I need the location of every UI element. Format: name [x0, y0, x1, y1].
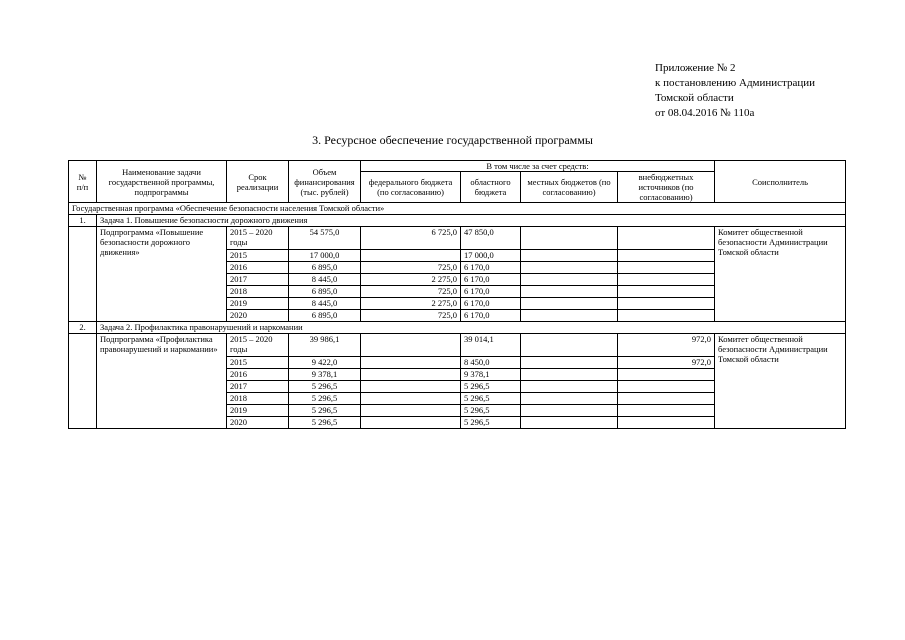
cell-volume: 8 445,0 — [289, 274, 361, 286]
cell-local — [521, 262, 618, 274]
cell-regional: 6 170,0 — [461, 262, 521, 274]
cell-federal — [361, 369, 461, 381]
task1-rows — [69, 227, 846, 322]
cell-volume: 5 296,5 — [289, 393, 361, 405]
cell-local — [521, 310, 618, 322]
cell-volume: 6 895,0 — [289, 286, 361, 298]
header-volume: Объем финансирования (тыс. рублей) — [289, 161, 361, 203]
cell-volume: 8 445,0 — [289, 298, 361, 310]
cell-federal: 2 275,0 — [361, 274, 461, 286]
header-term: Срок реализации — [227, 161, 289, 203]
cell-local — [521, 274, 618, 286]
cell-volume: 5 296,5 — [289, 381, 361, 393]
cell-volume: 17 000,0 — [289, 250, 361, 262]
cell-federal: 725,0 — [361, 262, 461, 274]
executor-cell: Комитет общественной безопасности Администрации Томской области — [715, 227, 846, 322]
cell-term: 2018 — [227, 393, 289, 405]
cell-volume: 6 895,0 — [289, 310, 361, 322]
cell-local — [521, 250, 618, 262]
cell-term: 2015 – 2020 годы — [227, 227, 289, 250]
cell-extra — [618, 369, 715, 381]
cell-regional: 5 296,5 — [461, 393, 521, 405]
cell-federal: 2 275,0 — [361, 298, 461, 310]
cell-extra — [618, 405, 715, 417]
document-title: 3. Ресурсное обеспечение государственной программы — [312, 133, 593, 147]
cell-volume: 39 986,1 — [289, 334, 361, 357]
table-row — [69, 334, 846, 357]
row-num-cell — [69, 334, 97, 429]
cell-local — [521, 405, 618, 417]
cell-federal — [361, 405, 461, 417]
appendix-line-1: Приложение № 2 — [655, 62, 736, 74]
cell-extra — [618, 227, 715, 250]
cell-extra — [618, 286, 715, 298]
task1-num: 1. — [69, 215, 97, 227]
cell-term: 2020 — [227, 417, 289, 429]
cell-term: 2016 — [227, 262, 289, 274]
executor-cell: Комитет общественной безопасности Администрации Томской области — [715, 334, 846, 429]
cell-term: 2016 — [227, 369, 289, 381]
header-regional: областного бюджета — [461, 172, 521, 203]
header-federal: федерального бюджета (по согласованию) — [361, 172, 461, 203]
cell-regional: 6 170,0 — [461, 286, 521, 298]
header-extra: внебюджетных источников (по согласованию) — [618, 172, 715, 203]
cell-regional: 6 170,0 — [461, 274, 521, 286]
cell-regional: 9 378,1 — [461, 369, 521, 381]
header-name: Наименование задачи государственной программы, подпрограммы — [97, 161, 227, 203]
cell-extra — [618, 262, 715, 274]
row-num-cell — [69, 227, 97, 322]
resource-table — [68, 160, 846, 429]
subprogram-name: Подпрограмма «Профилактика правонарушений и наркомании» — [97, 334, 227, 429]
cell-regional: 5 296,5 — [461, 405, 521, 417]
cell-volume: 5 296,5 — [289, 417, 361, 429]
cell-federal — [361, 381, 461, 393]
header-num: № п/п — [69, 161, 97, 203]
cell-local — [521, 393, 618, 405]
cell-local — [521, 369, 618, 381]
task2-num: 2. — [69, 322, 97, 334]
cell-regional: 8 450,0 — [461, 357, 521, 369]
cell-term: 2019 — [227, 405, 289, 417]
cell-federal: 6 725,0 — [361, 227, 461, 250]
appendix-line-4: от 08.04.2016 № 110а — [655, 107, 755, 119]
table-row — [69, 227, 846, 250]
cell-extra — [618, 393, 715, 405]
cell-term: 2017 — [227, 274, 289, 286]
program-row: Государственная программа «Обеспечение безопасности населения Томской области» — [69, 203, 846, 215]
cell-federal — [361, 393, 461, 405]
header-executor: Соисполнитель — [715, 161, 846, 203]
subprogram-name: Подпрограмма «Повышение безопасности дорожного движения» — [97, 227, 227, 322]
cell-local — [521, 381, 618, 393]
task1-title: Задача 1. Повышение безопасности дорожного движения — [97, 215, 846, 227]
cell-federal: 725,0 — [361, 286, 461, 298]
cell-regional: 6 170,0 — [461, 298, 521, 310]
cell-local — [521, 298, 618, 310]
cell-term: 2019 — [227, 298, 289, 310]
cell-federal — [361, 417, 461, 429]
cell-extra — [618, 250, 715, 262]
cell-term: 2015 — [227, 357, 289, 369]
cell-local — [521, 227, 618, 250]
cell-term: 2017 — [227, 381, 289, 393]
cell-term: 2015 – 2020 годы — [227, 334, 289, 357]
cell-extra: 972,0 — [618, 357, 715, 369]
header-local: местных бюджетов (по согласованию) — [521, 172, 618, 203]
cell-local — [521, 334, 618, 357]
cell-local — [521, 357, 618, 369]
task2-rows — [69, 334, 846, 429]
cell-federal — [361, 250, 461, 262]
task2-title: Задача 2. Профилактика правонарушений и наркомании — [97, 322, 846, 334]
cell-local — [521, 417, 618, 429]
cell-extra — [618, 310, 715, 322]
cell-extra — [618, 417, 715, 429]
appendix-block — [655, 61, 815, 121]
cell-volume: 9 422,0 — [289, 357, 361, 369]
cell-regional: 17 000,0 — [461, 250, 521, 262]
appendix-line-3: Томской области — [655, 92, 734, 104]
header-including: В том числе за счет средств: — [361, 161, 715, 172]
cell-federal: 725,0 — [361, 310, 461, 322]
cell-regional: 5 296,5 — [461, 417, 521, 429]
cell-volume: 9 378,1 — [289, 369, 361, 381]
cell-federal — [361, 334, 461, 357]
cell-volume: 54 575,0 — [289, 227, 361, 250]
cell-extra — [618, 298, 715, 310]
cell-extra: 972,0 — [618, 334, 715, 357]
cell-term: 2015 — [227, 250, 289, 262]
cell-extra — [618, 381, 715, 393]
cell-term: 2018 — [227, 286, 289, 298]
appendix-line-2: к постановлению Администрации — [655, 77, 816, 89]
cell-volume: 5 296,5 — [289, 405, 361, 417]
cell-extra — [618, 274, 715, 286]
cell-volume: 6 895,0 — [289, 262, 361, 274]
cell-regional: 5 296,5 — [461, 381, 521, 393]
cell-term: 2020 — [227, 310, 289, 322]
cell-regional: 6 170,0 — [461, 310, 521, 322]
cell-regional: 39 014,1 — [461, 334, 521, 357]
cell-federal — [361, 357, 461, 369]
cell-local — [521, 286, 618, 298]
cell-regional: 47 850,0 — [461, 227, 521, 250]
